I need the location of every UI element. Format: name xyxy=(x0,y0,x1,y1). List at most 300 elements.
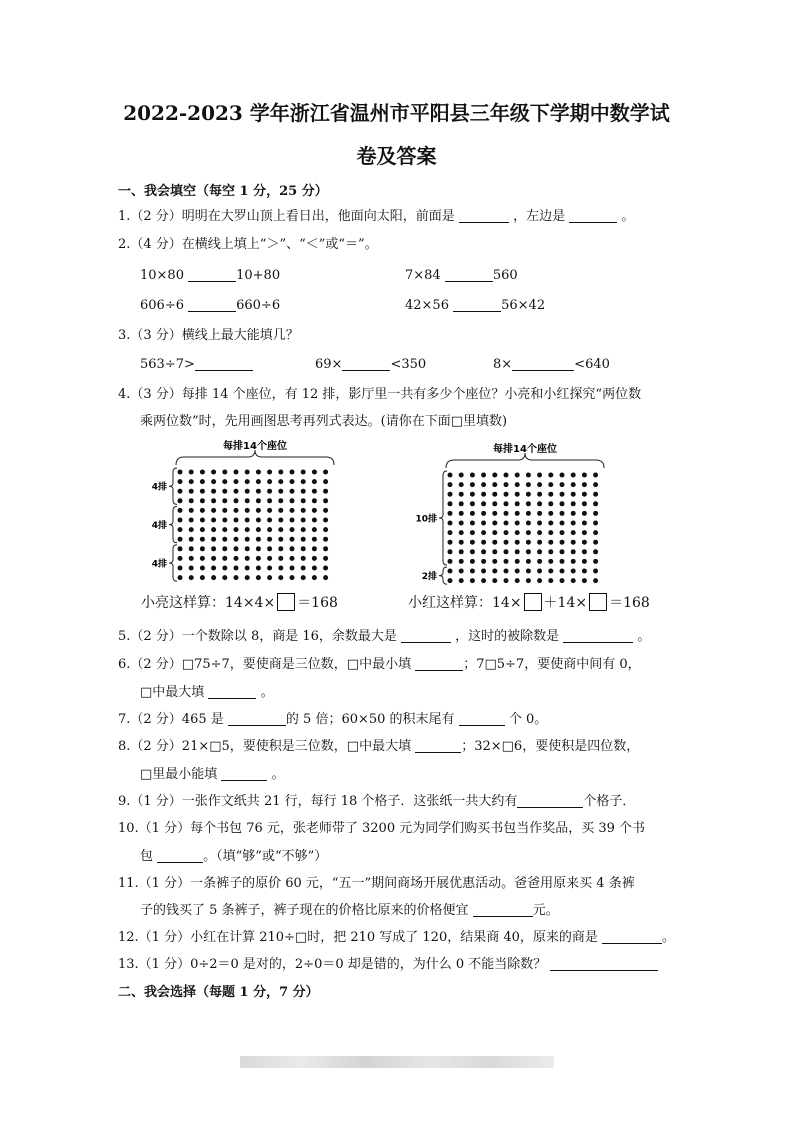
seat-dot xyxy=(448,511,453,516)
q1-blank-2[interactable] xyxy=(569,209,617,223)
seat-dot xyxy=(571,530,576,535)
seat-dot xyxy=(515,549,520,554)
q2-item-4-right: 56×42 xyxy=(501,298,546,313)
q8-text-d: 。 xyxy=(271,767,285,782)
seat-dot xyxy=(548,492,553,497)
seat-dot xyxy=(593,578,598,583)
question-5 xyxy=(118,628,650,646)
section-1-heading: 一、我会填空（每空 1 分，25 分） xyxy=(118,184,328,199)
seat-dot xyxy=(222,518,227,523)
seat-dot xyxy=(448,530,453,535)
seat-dot xyxy=(301,556,306,561)
seat-dot xyxy=(537,578,542,583)
seat-dot xyxy=(256,470,261,475)
q9-text-b: 个格子． xyxy=(583,794,636,809)
seat-dot xyxy=(200,489,205,494)
seat-dot xyxy=(448,559,453,564)
seat-dot xyxy=(290,470,295,475)
seat-dot xyxy=(515,511,520,516)
seat-dot xyxy=(459,521,464,526)
figure-2-dot-grid xyxy=(448,473,599,584)
q7-text-a: 7.（2 分）465 是 xyxy=(118,712,224,727)
q11-text-c: 元。 xyxy=(532,903,559,918)
seat-dot xyxy=(459,530,464,535)
seat-dot xyxy=(278,479,283,484)
page-title-line1: 2022-2023 学年浙江省温州市平阳县三年级下学期中数学试 xyxy=(123,101,670,125)
seat-dot xyxy=(301,566,306,571)
seat-dot xyxy=(459,473,464,478)
seat-dot xyxy=(515,473,520,478)
seat-dot xyxy=(548,578,553,583)
seat-dot xyxy=(582,511,587,516)
seat-dot xyxy=(189,566,194,571)
seat-dot xyxy=(492,521,497,526)
q6-text-c: □中最大填 xyxy=(140,685,205,700)
q5-blank-2[interactable] xyxy=(563,629,633,643)
seat-dot xyxy=(211,537,216,542)
seat-dot xyxy=(560,549,565,554)
row-group-label: 2排 xyxy=(421,572,437,583)
seat-dot xyxy=(526,569,531,574)
seat-dot xyxy=(290,556,295,561)
q2-item-1-left: 10×80 xyxy=(140,268,184,283)
seat-dot xyxy=(267,537,272,542)
seat-dot xyxy=(323,575,328,580)
seat-dot xyxy=(548,559,553,564)
seat-dot xyxy=(526,511,531,516)
figure-2-side-braces xyxy=(415,471,447,584)
seat-dot xyxy=(312,479,317,484)
question-10-line2 xyxy=(140,848,327,866)
seat-dot xyxy=(323,470,328,475)
seat-dot xyxy=(582,482,587,487)
seat-dot xyxy=(548,569,553,574)
row-group-label: 4排 xyxy=(151,482,167,493)
q3-item-2 xyxy=(315,356,426,374)
seat-dot xyxy=(571,559,576,564)
seat-dot xyxy=(560,569,565,574)
seat-dot xyxy=(481,511,486,516)
seat-dot xyxy=(504,482,509,487)
seat-dot xyxy=(178,546,183,551)
q13-blank-1[interactable] xyxy=(550,957,658,971)
q13-text-a: 13.（1 分）0÷2＝0 是对的，2÷0＝0 却是错的，为什么 0 不能当除数？ xyxy=(118,957,547,972)
seat-dot xyxy=(211,556,216,561)
side-brace xyxy=(439,567,447,584)
q2-blank-1[interactable] xyxy=(188,268,236,282)
seat-dot xyxy=(267,470,272,475)
figure-1-dot-grid xyxy=(178,470,329,581)
seat-dot xyxy=(200,498,205,503)
q3-item-2-left: 69× xyxy=(315,357,343,372)
q10-blank-1[interactable] xyxy=(157,849,203,863)
seat-dot xyxy=(301,470,306,475)
seat-dot xyxy=(560,492,565,497)
seat-dot xyxy=(481,521,486,526)
seat-dot xyxy=(459,501,464,506)
seat-dot xyxy=(312,537,317,542)
seat-dot xyxy=(492,492,497,497)
caption-xiaohong-text-b: ＋14× xyxy=(543,595,588,611)
seat-dot xyxy=(222,498,227,503)
q10-text-c: 。（填“够”或“不够”） xyxy=(203,849,328,864)
seat-dot xyxy=(234,489,239,494)
seat-dot xyxy=(256,546,261,551)
question-13 xyxy=(118,956,658,974)
seat-dot xyxy=(323,546,328,551)
seat-dot xyxy=(571,492,576,497)
seat-dot xyxy=(470,482,475,487)
seat-dot xyxy=(256,556,261,561)
seat-dot xyxy=(492,559,497,564)
q2-item-3 xyxy=(140,297,280,315)
seat-dot xyxy=(481,549,486,554)
seat-dot xyxy=(504,559,509,564)
seat-dot xyxy=(323,527,328,532)
seat-dot xyxy=(481,578,486,583)
seat-dot xyxy=(278,489,283,494)
seat-dot xyxy=(537,540,542,545)
seat-dot xyxy=(267,508,272,513)
question-9 xyxy=(118,793,635,811)
seat-dot xyxy=(312,508,317,513)
seat-dot xyxy=(178,556,183,561)
seat-dot xyxy=(459,492,464,497)
seat-dot xyxy=(582,578,587,583)
seat-dot xyxy=(448,540,453,545)
seat-dot xyxy=(222,489,227,494)
seat-dot xyxy=(481,559,486,564)
seat-dot xyxy=(526,521,531,526)
seat-dot xyxy=(267,489,272,494)
seat-dot xyxy=(200,508,205,513)
seat-dot xyxy=(301,508,306,513)
seat-dot xyxy=(323,518,328,523)
seat-dot xyxy=(470,530,475,535)
seat-dot xyxy=(537,559,542,564)
q11-text-b: 子的钱买了 5 条裤子，裤子现在的价格比原来的价格便宜 xyxy=(140,903,469,918)
q9-blank-1[interactable] xyxy=(517,794,583,808)
seat-dot xyxy=(278,518,283,523)
seat-dot xyxy=(234,575,239,580)
seat-dot xyxy=(582,540,587,545)
question-2-stem: 2.（4 分）在横线上填上“＞”、“＜”或“＝”。 xyxy=(118,237,378,252)
seat-dot xyxy=(290,508,295,513)
seat-dot xyxy=(267,566,272,571)
seat-dot xyxy=(582,559,587,564)
seat-dot xyxy=(189,546,194,551)
seat-dot xyxy=(537,473,542,478)
seat-dot xyxy=(267,527,272,532)
seat-dot xyxy=(515,569,520,574)
seat-dot xyxy=(323,537,328,542)
seat-dot xyxy=(323,489,328,494)
q12-blank-1[interactable] xyxy=(602,930,662,944)
footer-watermark xyxy=(240,1056,554,1068)
q5-text-c: 。 xyxy=(637,629,651,644)
seat-dot xyxy=(211,546,216,551)
seat-dot xyxy=(267,575,272,580)
q5-text-b: ，这时的被除数是 xyxy=(455,629,560,644)
seat-dot xyxy=(492,473,497,478)
seat-dot xyxy=(560,511,565,516)
seat-dot xyxy=(301,479,306,484)
seat-dot xyxy=(234,527,239,532)
side-brace xyxy=(169,506,177,542)
q1-blank-1[interactable] xyxy=(459,209,509,223)
seat-dot xyxy=(234,537,239,542)
seat-dot xyxy=(189,575,194,580)
seat-dot xyxy=(267,479,272,484)
seat-dot xyxy=(234,498,239,503)
seat-dot xyxy=(290,489,295,494)
seat-dot xyxy=(526,540,531,545)
seat-dot xyxy=(278,546,283,551)
side-brace xyxy=(169,545,177,581)
seat-dot xyxy=(537,549,542,554)
seat-dot xyxy=(256,489,261,494)
seat-dot xyxy=(470,559,475,564)
seat-dot xyxy=(256,508,261,513)
q2-item-3-left: 606÷6 xyxy=(140,298,184,313)
seat-dot xyxy=(537,511,542,516)
seat-dot xyxy=(470,511,475,516)
seat-dot xyxy=(200,537,205,542)
seat-dot xyxy=(537,482,542,487)
question-11-line1: 11.（1 分）一条裤子的原价 60 元，“五一”期间商场开展优惠活动。爸爸用原来买 4 条裤 xyxy=(118,876,635,891)
seat-dot xyxy=(448,482,453,487)
seat-dot xyxy=(593,569,598,574)
question-10-line1: 10.（1 分）每个书包 76 元，张老师带了 3200 元为同学们购买书包当作奖品，买 39 个书 xyxy=(118,821,646,836)
seat-dot xyxy=(178,575,183,580)
seat-dot xyxy=(323,566,328,571)
q2-blank-2[interactable] xyxy=(445,268,493,282)
seat-dot xyxy=(200,566,205,571)
q2-blank-3[interactable] xyxy=(188,298,236,312)
seat-dot xyxy=(290,546,295,551)
seat-dot xyxy=(267,498,272,503)
q3-item-3-right: <640 xyxy=(574,357,610,372)
seat-dot xyxy=(245,546,250,551)
seat-dot xyxy=(492,482,497,487)
seat-dot xyxy=(470,521,475,526)
q3-item-2-right: <350 xyxy=(390,357,427,372)
seat-dot xyxy=(178,518,183,523)
seat-dot xyxy=(323,556,328,561)
q7-blank-2[interactable] xyxy=(459,712,505,726)
seat-dot xyxy=(481,569,486,574)
caption-xiaoliang xyxy=(141,593,338,612)
seat-dot xyxy=(515,559,520,564)
seat-dot xyxy=(448,473,453,478)
answer-box-2[interactable] xyxy=(524,593,542,611)
seat-dot xyxy=(189,508,194,513)
seat-dot xyxy=(312,498,317,503)
seat-dot xyxy=(481,530,486,535)
q7-text-b: 的 5 倍；60×50 的积末尾有 xyxy=(285,712,455,727)
seat-dot xyxy=(548,530,553,535)
seat-dot xyxy=(278,470,283,475)
seat-dot xyxy=(571,473,576,478)
caption-xiaohong-text-c: ＝168 xyxy=(609,595,650,611)
seat-dot xyxy=(459,540,464,545)
q3-blank-3[interactable] xyxy=(512,357,574,371)
seat-dot xyxy=(256,498,261,503)
seat-dot xyxy=(245,527,250,532)
seat-dot xyxy=(593,482,598,487)
seat-dot xyxy=(492,501,497,506)
q2-blank-4[interactable] xyxy=(453,298,501,312)
seat-dot xyxy=(178,508,183,513)
seat-dot xyxy=(526,492,531,497)
q3-blank-2[interactable] xyxy=(342,357,390,371)
seat-dot xyxy=(234,479,239,484)
seat-dot xyxy=(526,482,531,487)
q6-text-a: 6.（2 分）□75÷7，要使商是三位数，□中最小填 xyxy=(118,657,412,672)
seat-dot xyxy=(481,473,486,478)
section-2-heading: 二、我会选择（每题 1 分，7 分） xyxy=(118,985,319,1000)
seat-dot xyxy=(593,549,598,554)
seat-dot xyxy=(312,566,317,571)
seat-dot xyxy=(448,521,453,526)
question-1 xyxy=(118,208,634,226)
seat-dot xyxy=(301,537,306,542)
seat-dot xyxy=(593,473,598,478)
seat-dot xyxy=(560,578,565,583)
q7-blank-1[interactable] xyxy=(228,712,286,726)
seat-dot xyxy=(278,508,283,513)
seat-dot xyxy=(481,501,486,506)
seat-dot xyxy=(448,569,453,574)
page-title-line2: 卷及答案 xyxy=(356,144,437,168)
seat-dot xyxy=(593,501,598,506)
seat-dot xyxy=(234,566,239,571)
seat-dot xyxy=(200,527,205,532)
q3-blank-1[interactable] xyxy=(195,357,253,371)
seat-dot xyxy=(571,578,576,583)
seat-dot xyxy=(537,569,542,574)
q6-blank-2[interactable] xyxy=(208,685,256,699)
seat-dot xyxy=(571,511,576,516)
seat-dot xyxy=(560,473,565,478)
seat-dot xyxy=(560,521,565,526)
seat-dot xyxy=(515,530,520,535)
q6-blank-1[interactable] xyxy=(415,657,463,671)
seat-dot xyxy=(571,482,576,487)
question-11-line2 xyxy=(140,902,559,920)
seat-dot xyxy=(211,575,216,580)
seat-dot xyxy=(481,482,486,487)
seat-dot xyxy=(211,508,216,513)
seat-dot xyxy=(312,546,317,551)
seat-dot xyxy=(470,578,475,583)
seat-dot xyxy=(537,501,542,506)
answer-box-1[interactable] xyxy=(277,593,295,611)
seat-dot xyxy=(200,556,205,561)
q2-item-1 xyxy=(140,267,280,285)
q8-blank-1[interactable] xyxy=(415,739,461,753)
seat-dot xyxy=(189,479,194,484)
seat-dot xyxy=(504,540,509,545)
seat-dot xyxy=(515,578,520,583)
seat-dot xyxy=(560,540,565,545)
seat-dot xyxy=(515,521,520,526)
seat-dot xyxy=(582,473,587,478)
seat-dot xyxy=(560,530,565,535)
seat-dot xyxy=(211,479,216,484)
seat-dot xyxy=(323,479,328,484)
question-8-line2 xyxy=(140,766,285,784)
seat-dot xyxy=(548,549,553,554)
question-4-line1: 4.（3 分）每排 14 个座位，有 12 排，影厅里一共有多少个座位？小亮和小红探究“两位数 xyxy=(118,387,642,402)
seat-dot xyxy=(267,556,272,561)
figure-2-top-label: 每排14个座位 xyxy=(493,444,557,455)
row-group-label: 4排 xyxy=(151,559,167,570)
seat-dot xyxy=(290,479,295,484)
q7-text-c: 个 0。 xyxy=(508,712,548,727)
seat-dot xyxy=(189,527,194,532)
seat-dot xyxy=(593,559,598,564)
seat-dot xyxy=(571,501,576,506)
seat-dot xyxy=(515,540,520,545)
row-group-label: 4排 xyxy=(151,521,167,532)
seat-dot xyxy=(312,527,317,532)
q3-item-1-text: 563÷7> xyxy=(140,357,195,372)
seat-dot xyxy=(189,489,194,494)
seat-dot xyxy=(323,508,328,513)
seat-dot xyxy=(211,498,216,503)
seat-dot xyxy=(290,537,295,542)
seat-dot xyxy=(312,470,317,475)
seat-dot xyxy=(256,479,261,484)
seat-dot xyxy=(526,559,531,564)
seat-dot xyxy=(537,530,542,535)
q5-blank-1[interactable] xyxy=(401,629,451,643)
seat-dot xyxy=(312,518,317,523)
seat-dot xyxy=(290,498,295,503)
seat-dot xyxy=(582,530,587,535)
seat-dot xyxy=(234,556,239,561)
question-6-line1 xyxy=(118,656,641,674)
seat-dot xyxy=(256,527,261,532)
seat-dot xyxy=(222,566,227,571)
q8-blank-2[interactable] xyxy=(221,767,267,781)
seat-dot xyxy=(178,566,183,571)
q2-item-4 xyxy=(405,297,545,315)
seat-dot xyxy=(548,482,553,487)
seat-dot xyxy=(504,521,509,526)
seat-dot xyxy=(245,508,250,513)
seat-dot xyxy=(200,470,205,475)
seat-dot xyxy=(200,479,205,484)
question-12 xyxy=(118,929,675,947)
seat-dot xyxy=(189,537,194,542)
q2-item-2 xyxy=(405,267,518,285)
seat-dot xyxy=(504,511,509,516)
q6-text-d: 。 xyxy=(260,685,274,700)
seat-dot xyxy=(245,479,250,484)
q12-text-a: 12.（1 分）小红在计算 210÷□时，把 210 写成了 120，结果商 40，原来的商是 xyxy=(118,930,598,945)
seat-dot xyxy=(593,521,598,526)
seat-dot xyxy=(245,566,250,571)
q11-blank-1[interactable] xyxy=(473,903,533,917)
seat-dot xyxy=(504,578,509,583)
answer-box-3[interactable] xyxy=(589,593,607,611)
seat-dot xyxy=(222,537,227,542)
seat-dot xyxy=(178,527,183,532)
q3-item-3-left: 8× xyxy=(493,357,513,372)
seat-dot xyxy=(278,575,283,580)
